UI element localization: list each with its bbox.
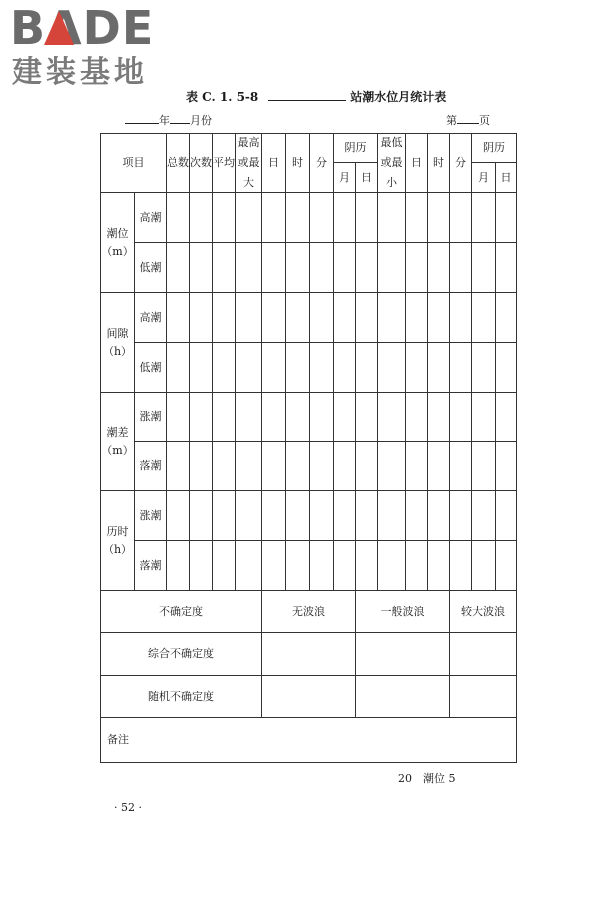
year-label: 年 [159, 114, 170, 127]
row-label: 高潮 [135, 193, 167, 243]
footer-code: 20 潮位 5 [398, 772, 456, 785]
period-line [125, 112, 212, 128]
table-row [101, 491, 517, 541]
header-average: 平均 [213, 134, 236, 193]
group-label: 历时 （h） [101, 491, 135, 591]
table-row [101, 193, 517, 243]
page-prefix: 第 [446, 114, 457, 127]
logo-triangle-icon [44, 11, 74, 45]
uncertainty-row-combined: 综合不确定度 [101, 633, 262, 676]
row-label: 低潮 [135, 243, 167, 293]
uncertainty-col-large-wave: 较大波浪 [450, 591, 517, 633]
header-lunar: 阴历 [334, 134, 378, 163]
header-count: 次数 [190, 134, 213, 193]
page-blank [457, 112, 479, 124]
row-label: 涨潮 [135, 491, 167, 541]
row-label: 低潮 [135, 343, 167, 393]
header-lunar-month-2: 月 [472, 163, 496, 193]
remark-row [101, 718, 517, 763]
header-max: 最高 或最 大 [236, 134, 262, 193]
uncertainty-row-random: 随机不确定度 [101, 676, 262, 718]
uncertainty-header-row [101, 591, 517, 633]
header-lunar-day: 日 [356, 163, 378, 193]
header-minute-2: 分 [450, 134, 472, 193]
group-label: 间隙 （h） [101, 293, 135, 393]
uncertainty-col-normal-wave: 一般波浪 [356, 591, 450, 633]
group-label: 潮位 （m） [101, 193, 135, 293]
page-line [446, 112, 490, 128]
row-label: 落潮 [135, 541, 167, 591]
header-day-2: 日 [406, 134, 428, 193]
logo-text-top: BADE [10, 1, 155, 55]
page-suffix: 页 [479, 114, 490, 127]
table-row [101, 541, 517, 591]
table-row [101, 393, 517, 442]
table-row [101, 633, 517, 676]
table-row [101, 293, 517, 343]
header-row-1 [101, 134, 517, 163]
table-row [101, 442, 517, 491]
header-min: 最低 或最 小 [378, 134, 406, 193]
header-hour-2: 时 [428, 134, 450, 193]
header-lunar-month: 月 [334, 163, 356, 193]
header-minute: 分 [310, 134, 334, 193]
tide-statistics-table [100, 133, 517, 763]
page-number: · 52 · [114, 801, 142, 814]
header-total: 总数 [167, 134, 190, 193]
table-title [186, 88, 446, 105]
station-blank [268, 89, 346, 101]
header-item: 项目 [101, 134, 167, 193]
remark-label: 备注 [101, 718, 517, 763]
bade-logo-watermark [10, 2, 180, 92]
year-blank [125, 112, 159, 124]
uncertainty-label: 不确定度 [101, 591, 262, 633]
header-lunar-day-2: 日 [496, 163, 517, 193]
header-day: 日 [262, 134, 286, 193]
table-number: 表 C. 1. 5-8 [186, 90, 259, 104]
uncertainty-col-no-wave: 无波浪 [262, 591, 356, 633]
header-hour: 时 [286, 134, 310, 193]
table-row [101, 676, 517, 718]
row-label: 高潮 [135, 293, 167, 343]
table-row [101, 343, 517, 393]
table-row [101, 243, 517, 293]
month-blank [170, 112, 190, 124]
table-name: 站潮水位月统计表 [350, 90, 447, 104]
logo-text-bottom: 建装基地 [12, 55, 148, 90]
group-label: 潮差 （m） [101, 393, 135, 491]
row-label: 落潮 [135, 442, 167, 491]
row-label: 涨潮 [135, 393, 167, 442]
header-lunar-2: 阴历 [472, 134, 517, 163]
month-label: 月份 [190, 114, 212, 127]
